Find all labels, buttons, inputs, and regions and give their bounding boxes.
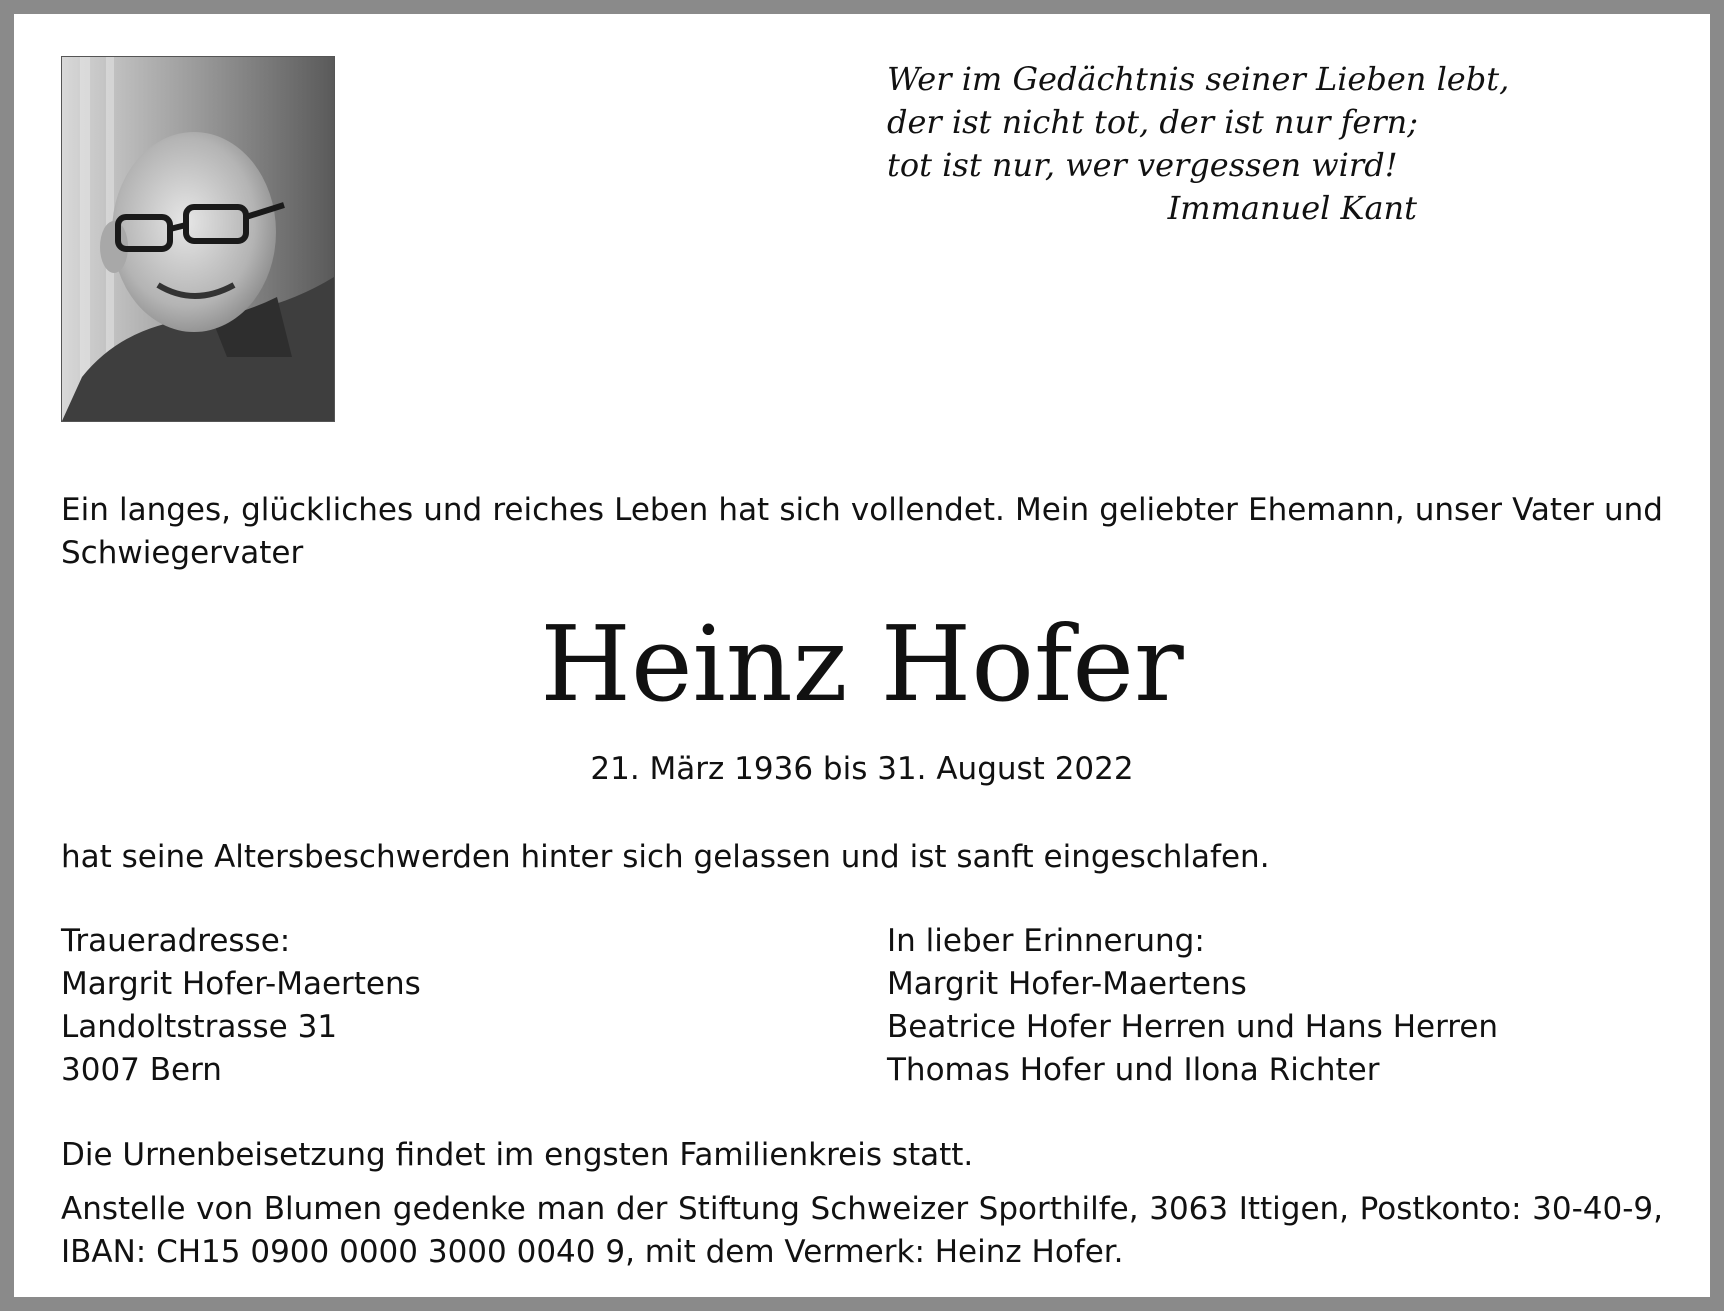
burial-notice: Die Urnenbeisetzung findet im engsten Familienkreis statt. (61, 1137, 974, 1173)
memorial-quote (887, 58, 1510, 230)
deceased-name: Heinz Hofer (540, 603, 1184, 725)
quote-author: Immanuel Kant (1167, 189, 1417, 227)
in-memory-list (887, 920, 1667, 1092)
portrait-photo (61, 56, 335, 422)
memory-heading: In lieber Erinnerung: (887, 923, 1205, 959)
mourning-address (61, 920, 821, 1092)
mourner-name: Thomas Hofer und Ilona Richter (887, 1052, 1380, 1088)
quote-line: tot ist nur, wer vergessen wird! (887, 146, 1398, 184)
quote-line: Wer im Gedächtnis seiner Lieben lebt, (887, 60, 1510, 98)
quote-line: der ist nicht tot, der ist nur fern; (887, 103, 1419, 141)
donation-notice: Anstelle von Blumen gedenke man der Stiftung Schweizer Sporthilfe, 3063 Ittigen, Postkonto: 30-40-9, IBAN: CH15 0900 0000 3000 0040 9, mit dem Vermerk: Heinz Hofer. (61, 1191, 1663, 1270)
address-heading: Traueradresse: (61, 923, 291, 959)
address-line: Margrit Hofer-Maertens (61, 966, 421, 1002)
life-dates: 21. März 1936 bis 31. August 2022 (590, 751, 1134, 787)
intro-text: Ein langes, glückliches und reiches Leben hat sich vollendet. Mein geliebter Ehemann, unser Vater und Schwiegervater (61, 492, 1663, 571)
passing-text: hat seine Altersbeschwerden hinter sich gelassen und ist sanft eingeschlafen. (61, 839, 1270, 875)
address-line: 3007 Bern (61, 1052, 222, 1088)
mourner-name: Margrit Hofer-Maertens (887, 966, 1247, 1002)
mourner-name: Beatrice Hofer Herren und Hans Herren (887, 1009, 1499, 1045)
address-line: Landoltstrasse 31 (61, 1009, 338, 1045)
obituary-page (14, 14, 1710, 1297)
